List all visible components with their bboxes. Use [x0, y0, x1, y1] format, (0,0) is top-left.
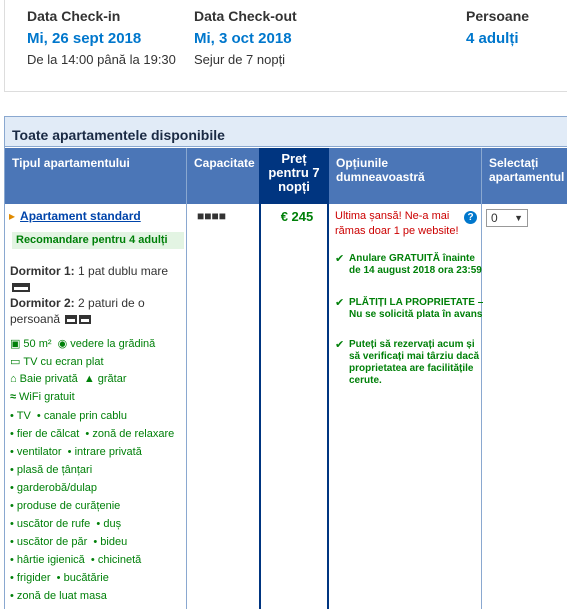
header-type: Tipul apartamentului	[12, 156, 130, 170]
header-price: Preț pentru 7 nopți	[260, 148, 328, 204]
header-capacity: Capacitate	[194, 156, 255, 170]
tv-icon: ▭	[10, 356, 21, 368]
last-chance-warning: Ultima șansă! Ne-a mai rămas doar 1 pe website!	[335, 210, 459, 237]
bedroom-2-text: 2 paturi de o persoană	[10, 296, 145, 326]
amenity-bath: Baie privată	[19, 373, 78, 385]
table-title: Toate apartamentele disponibile	[5, 117, 567, 147]
amenity-row	[10, 355, 104, 368]
check-icon: ✔	[335, 297, 345, 309]
checkin-block	[27, 8, 176, 67]
apartments-table	[4, 116, 567, 609]
amenity-wifi: WiFi gratuit	[19, 391, 75, 403]
wifi-icon: ≈	[10, 391, 17, 403]
list-item: • uscător de rufe • duș	[10, 518, 122, 530]
chevron-down-icon: ▼	[514, 213, 523, 223]
bath-icon: ⌂	[10, 373, 17, 385]
person-icon: ■	[211, 209, 219, 223]
header-options: Opțiunile dumneavoastră	[336, 156, 425, 184]
list-item: • produse de curățenie	[10, 500, 121, 512]
amenity-size: 50 m²	[23, 338, 52, 350]
check-icon: ✔	[335, 339, 345, 351]
list-item: • garderobă/dulap	[10, 482, 98, 494]
list-item: • ventilator • intrare privată	[10, 446, 142, 458]
checkin-hours: De la 14:00 până la 19:30	[27, 52, 176, 67]
checkout-date: Mi, 3 oct 2018	[194, 30, 292, 47]
capacity-icons	[197, 209, 226, 223]
double-bed-icon	[12, 283, 30, 292]
persons-value: 4 adulți	[466, 30, 519, 47]
amenity-garden-view: vedere la grădină	[70, 338, 156, 350]
person-icon: ■	[204, 209, 212, 223]
list-item: • uscător de păr • bideu	[10, 536, 128, 548]
booking-summary	[4, 0, 567, 92]
list-item: • fier de călcat • zonă de relaxare	[10, 428, 175, 440]
bedroom-2	[10, 295, 182, 327]
bedroom-1-text: 1 pat dublu mare	[78, 264, 169, 278]
check-icon: ✔	[335, 253, 345, 265]
option-reserve-now: ✔ Puteți să rezervați acum și să verificați mai târziu dacă proprietatea are facilitățile cerute.	[335, 339, 480, 386]
apartment-name-link[interactable]: ▸ Apartament standard	[9, 209, 141, 223]
header-select: Selectați apartamentul	[489, 156, 565, 184]
amenity-row	[10, 337, 155, 350]
column-divider	[186, 148, 187, 609]
amenity-tv: TV cu ecran plat	[23, 356, 104, 368]
persons-block	[466, 8, 529, 47]
help-icon[interactable]: ?	[464, 211, 477, 224]
grill-icon: ▲	[83, 373, 95, 385]
option-free-cancel: ✔ Anulare GRATUITĂ înainte de 14 august 2018 ora 23:59	[335, 253, 482, 276]
person-icon: ■	[218, 209, 226, 223]
room-count-value: 0	[491, 211, 498, 225]
option-pay-at-property: ✔ PLĂTIȚI LA PROPRIETATE – Nu se solicită plata în avans	[335, 297, 484, 320]
bedroom-1-label: Dormitor 1:	[10, 264, 75, 278]
checkin-date: Mi, 26 sept 2018	[27, 30, 142, 47]
list-item: • hârtie igienică • chicinetă	[10, 554, 142, 566]
checkout-label: Data Check-out	[194, 8, 297, 24]
list-item: • zonă de luat masa	[10, 590, 107, 602]
price-value: € 245	[280, 209, 314, 224]
checkin-label: Data Check-in	[27, 8, 121, 24]
persons-label: Persoane	[466, 8, 530, 24]
room-count-select[interactable]	[486, 209, 528, 227]
checkout-stay: Sejur de 7 nopți	[194, 52, 286, 67]
recommendation-badge: Recomandare pentru 4 adulți	[12, 232, 184, 249]
checkout-block	[194, 8, 297, 67]
amenity-row	[10, 391, 75, 403]
person-icon: ■	[197, 209, 205, 223]
table-header	[5, 148, 567, 204]
list-item: • TV • canale prin cablu	[10, 410, 127, 422]
list-item: • plasă de țânțari	[10, 464, 93, 476]
bedroom-1	[10, 263, 182, 295]
list-item: • frigider • bucătărie	[10, 572, 109, 584]
eye-icon: ◉	[57, 338, 68, 350]
size-cube-icon: ▣	[10, 338, 21, 350]
amenity-grill: grătar	[97, 373, 127, 385]
single-bed-icon	[65, 315, 77, 324]
column-divider	[259, 148, 261, 609]
amenity-row	[10, 373, 127, 385]
bedroom-2-label: Dormitor 2:	[10, 296, 75, 310]
single-bed-icon	[79, 315, 91, 324]
